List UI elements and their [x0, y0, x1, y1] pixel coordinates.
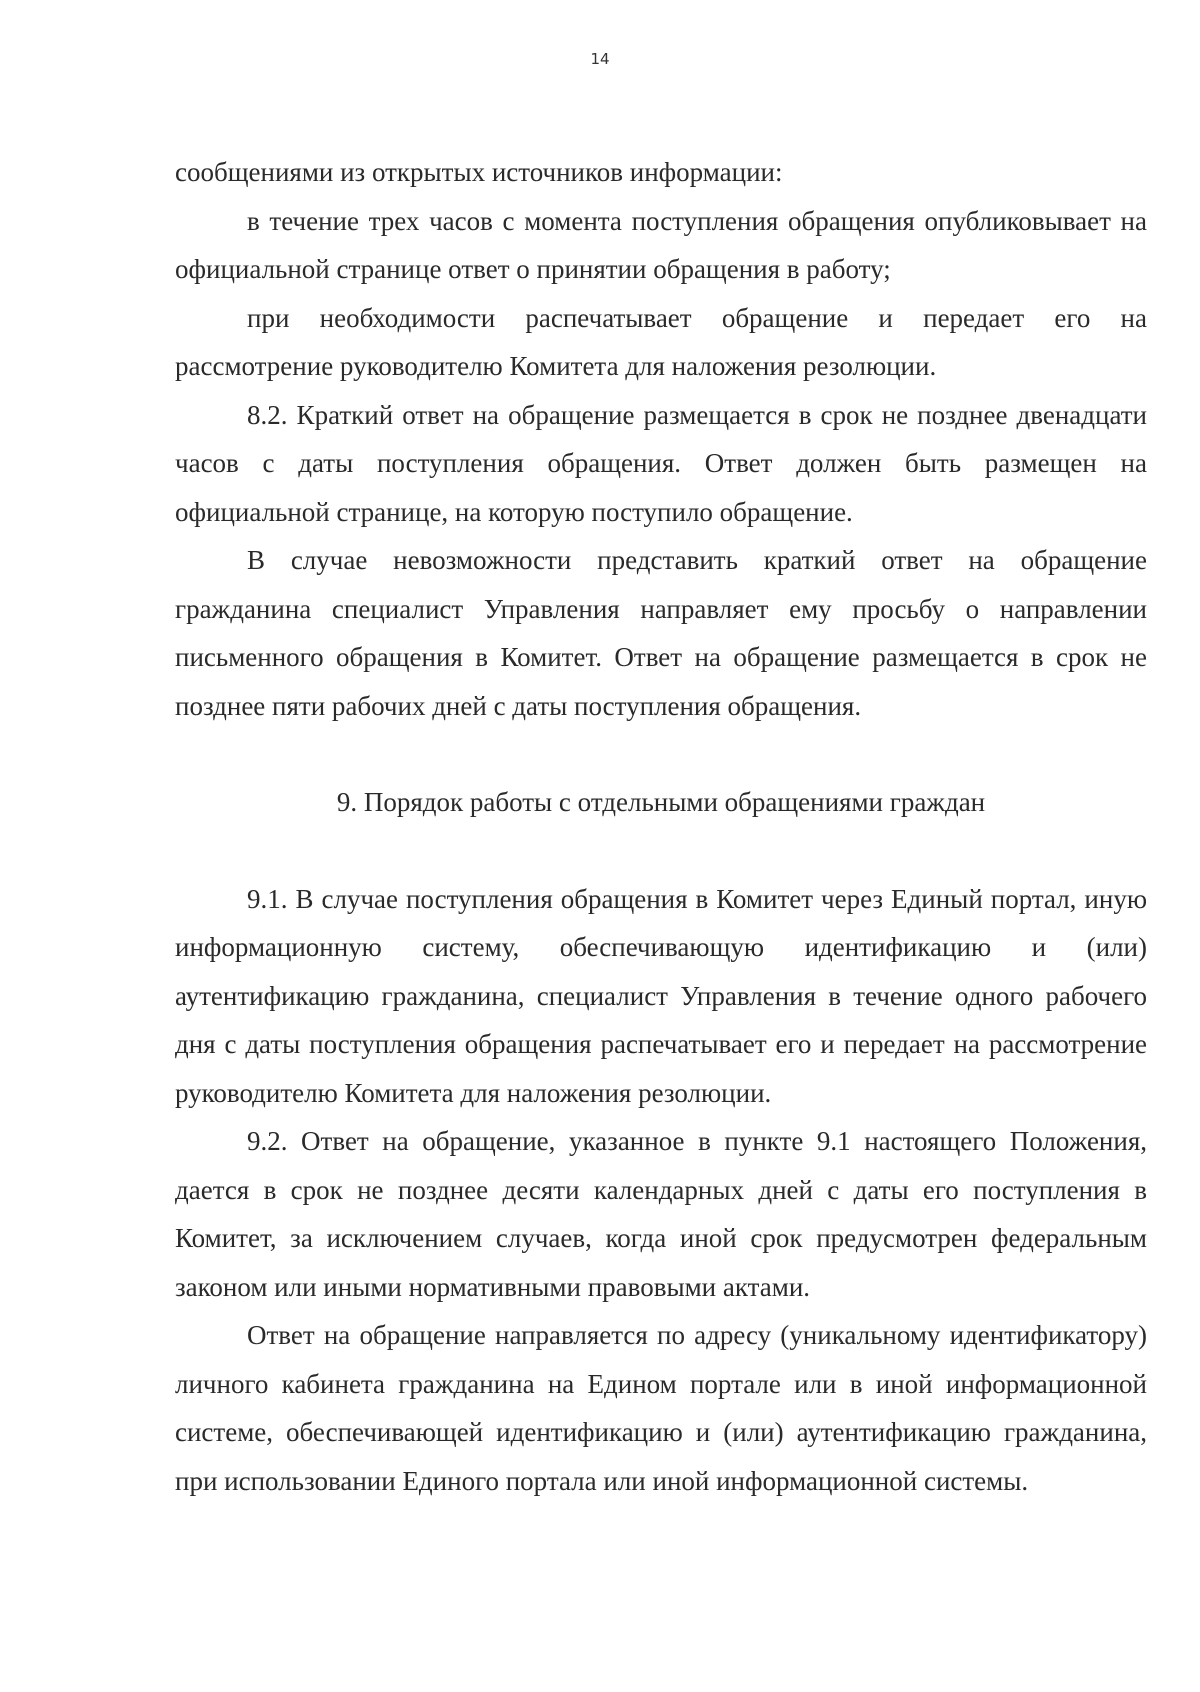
- paragraph-answer-address: Ответ на обращение направляется по адресу (уникальному идентификатору) личного кабинета гражданина на Едином портале или в иной информационной системе, обеспечивающей идентификацию и (или) аутентификацию гражданина, при использовании Единого портала или иной информационной системы.: [175, 1320, 1147, 1496]
- page-number: 14: [590, 50, 610, 68]
- paragraph-short-answer-impossible: В случае невозможности представить краткий ответ на обращение гражданина специалист Управления направляет ему просьбу о направлении письменного обращения в Комитет. Ответ на обращение размещается в срок не позднее пяти рабочих дней с даты поступления обращения.: [175, 545, 1147, 721]
- paragraph-publish-response: в течение трех часов с момента поступления обращения опубликовывает на официальной странице ответ о принятии обращения в работу;: [175, 205, 1147, 284]
- paragraph-continuation: сообщениями из открытых источников информации:: [175, 157, 783, 187]
- paragraph-9-1: 9.1. В случае поступления обращения в Комитет через Единый портал, иную информационную систему, обеспечивающую идентификацию и (или) аутентификацию гражданина, специалист Управления в течение одного рабочего дня с даты поступления обращения распечатывает его и передает на рассмотрение руководителю Комитета для наложения резолюции.: [175, 883, 1147, 1108]
- paragraph-print-appeal: при необходимости распечатывает обращение и передает его на рассмотрение руководителю Комитета для наложения резолюции.: [175, 302, 1147, 381]
- section-9-heading: 9. Порядок работы с отдельными обращениями граждан: [336, 787, 986, 817]
- paragraph-8-2: 8.2. Краткий ответ на обращение размещается в срок не позднее двенадцати часов с даты поступления обращения. Ответ должен быть размещен на официальной странице, на которую поступило обращение.: [175, 399, 1147, 527]
- paragraph-9-2: 9.2. Ответ на обращение, указанное в пункте 9.1 настоящего Положения, дается в срок не позднее десяти календарных дней с даты его поступления в Комитет, за исключением случаев, когда иной срок предусмотрен федеральным законом или иными нормативными правовыми актами.: [175, 1126, 1147, 1302]
- document-body: [175, 148, 1147, 1505]
